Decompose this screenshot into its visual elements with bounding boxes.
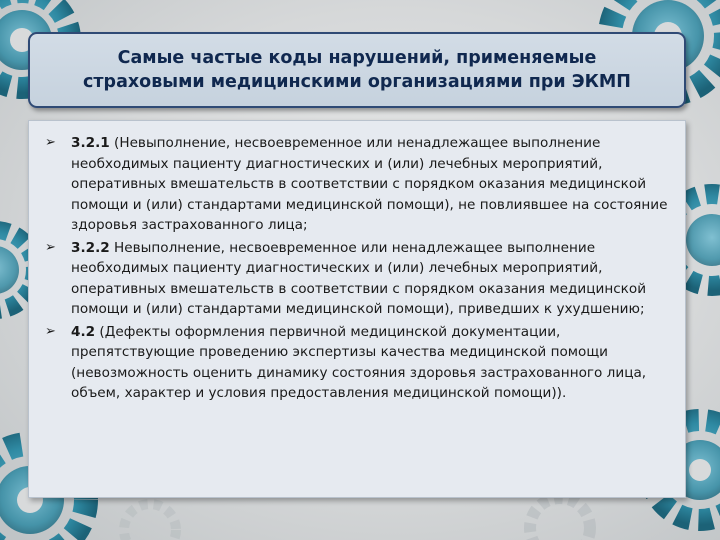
list-item <box>43 322 683 404</box>
violation-text: Невыполнение, несвоевременное или ненадлежащее выполнение необходимых пациенту диагностических и (или) лечебных мероприятий, оперативных вмешательств в соответствии с порядком оказания медицинской помощи и (или) стандартами медицинской помощи), приведших к ухудшению; <box>71 239 647 317</box>
arrow-bullet-icon: ➢ <box>45 239 56 255</box>
arrow-bullet-icon: ➢ <box>45 323 56 339</box>
list-item <box>43 133 683 236</box>
list-item <box>43 238 683 320</box>
gear-icon <box>530 498 590 540</box>
bullet-list <box>43 133 683 406</box>
page-title <box>63 46 651 94</box>
violation-text: (Дефекты оформления первичной медицинской документации, препятствующие проведению экспертизы качества медицинской помощи (невозможность оценить динамику состояния здоровья застрахованного лица, объем, характер и условия предоставления медицинской помощи)). <box>71 323 647 401</box>
title-line-2: страховыми медицинскими организациями при ЭКМП <box>83 72 631 92</box>
title-box <box>28 32 686 108</box>
violation-code: 3.2.1 <box>71 135 110 151</box>
violation-text: (Невыполнение, несвоевременное или ненадлежащее выполнение необходимых пациенту диагностических и (или) лечебных мероприятий, оперативных вмешательств в соответствии с порядком оказания медицинской помощи и (или) стандартами медицинской помощи), не повлиявшее на состояние здоровья застрахованного лица; <box>71 135 668 233</box>
violation-code: 3.2.2 <box>71 239 110 256</box>
gear-icon <box>124 504 176 540</box>
content-box <box>28 120 686 498</box>
violation-code: 4.2 <box>71 323 96 340</box>
arrow-bullet-icon: ➢ <box>45 135 56 150</box>
title-line-1: Самые частые коды нарушений, применяемые <box>117 48 597 68</box>
